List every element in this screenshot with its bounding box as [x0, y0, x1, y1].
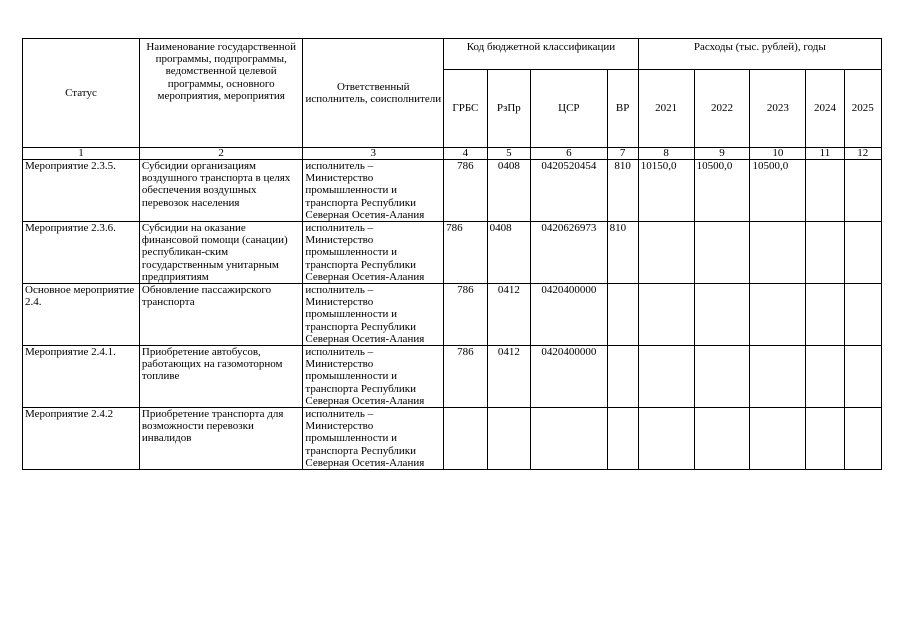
cell-csr: 0420400000 — [531, 284, 608, 346]
cell-status: Мероприятие 2.4.2 — [23, 408, 140, 470]
cell-rzpr: 0408 — [487, 160, 530, 222]
column-number: 1 — [23, 148, 140, 160]
column-number: 4 — [444, 148, 487, 160]
cell-rzpr: 0408 — [487, 222, 530, 284]
column-number: 11 — [806, 148, 844, 160]
cell-rzpr: 0412 — [487, 284, 530, 346]
table-body — [23, 148, 882, 470]
cell-2025 — [844, 346, 881, 408]
cell-vr: 810 — [607, 160, 638, 222]
cell-vr: 810 — [607, 222, 638, 284]
cell-rzpr: 0412 — [487, 346, 530, 408]
header-vr: ВР — [607, 70, 638, 148]
header-name: Наименование государственной программы, подпрограммы, ведомственной целевой программы, основного мероприятия, мероприятия — [139, 39, 303, 148]
header-year-2024: 2024 — [806, 70, 844, 148]
cell-2025 — [844, 222, 881, 284]
table-row — [23, 408, 882, 470]
cell-vr — [607, 284, 638, 346]
cell-2024 — [806, 284, 844, 346]
cell-name: Субсидии на оказание финансовой помощи (санации) республикан-ским государственным унитарным предприятиям — [139, 222, 303, 284]
cell-2021 — [638, 346, 694, 408]
column-number: 3 — [303, 148, 444, 160]
cell-executor: исполнитель – Министерство промышленности и транспорта Республики Северная Осетия-Алания — [303, 408, 444, 470]
budget-table — [22, 38, 882, 470]
cell-grbs — [444, 408, 487, 470]
cell-2023: 10500,0 — [750, 160, 806, 222]
header-year-2021: 2021 — [638, 70, 694, 148]
cell-name: Обновление пассажирского транспорта — [139, 284, 303, 346]
cell-2025 — [844, 408, 881, 470]
cell-csr: 0420520454 — [531, 160, 608, 222]
cell-status: Мероприятие 2.4.1. — [23, 346, 140, 408]
header-status: Статус — [23, 39, 140, 148]
table-row — [23, 160, 882, 222]
cell-2025 — [844, 160, 881, 222]
header-expenses-group: Расходы (тыс. рублей), годы — [638, 39, 881, 70]
cell-grbs: 786 — [444, 160, 487, 222]
cell-2021 — [638, 284, 694, 346]
header-executor: Ответственный исполнитель, соисполнители — [303, 39, 444, 148]
column-number: 8 — [638, 148, 694, 160]
cell-2022 — [694, 284, 750, 346]
cell-2024 — [806, 160, 844, 222]
header-year-2025: 2025 — [844, 70, 881, 148]
column-number: 10 — [750, 148, 806, 160]
header-csr: ЦСР — [531, 70, 608, 148]
cell-grbs: 786 — [444, 346, 487, 408]
cell-2021 — [638, 408, 694, 470]
cell-2021: 10150,0 — [638, 160, 694, 222]
cell-2022: 10500,0 — [694, 160, 750, 222]
cell-csr — [531, 408, 608, 470]
cell-name: Приобретение автобусов, работающих на газомоторном топливе — [139, 346, 303, 408]
cell-2023 — [750, 284, 806, 346]
cell-2023 — [750, 408, 806, 470]
cell-status: Основное мероприятие 2.4. — [23, 284, 140, 346]
cell-grbs: 786 — [444, 222, 487, 284]
cell-status: Мероприятие 2.3.5. — [23, 160, 140, 222]
column-number: 9 — [694, 148, 750, 160]
header-budget-code-group: Код бюджетной классификации — [444, 39, 639, 70]
cell-name: Субсидии организациям воздушного транспорта в целях обеспечения воздушных перевозок населения — [139, 160, 303, 222]
cell-2025 — [844, 284, 881, 346]
column-number-row — [23, 148, 882, 160]
cell-2024 — [806, 408, 844, 470]
column-number: 5 — [487, 148, 530, 160]
cell-2021 — [638, 222, 694, 284]
cell-rzpr — [487, 408, 530, 470]
cell-executor: исполнитель – Министерство промышленности и транспорта Республики Северная Осетия-Алания — [303, 222, 444, 284]
header-year-2023: 2023 — [750, 70, 806, 148]
table-row — [23, 346, 882, 408]
cell-vr — [607, 346, 638, 408]
header-rzpr: РзПр — [487, 70, 530, 148]
cell-csr: 0420626973 — [531, 222, 608, 284]
table-row — [23, 284, 882, 346]
cell-2024 — [806, 346, 844, 408]
column-number: 2 — [139, 148, 303, 160]
cell-2022 — [694, 408, 750, 470]
header-grbs: ГРБС — [444, 70, 487, 148]
cell-csr: 0420400000 — [531, 346, 608, 408]
cell-2024 — [806, 222, 844, 284]
column-number: 6 — [531, 148, 608, 160]
cell-2022 — [694, 222, 750, 284]
header-year-2022: 2022 — [694, 70, 750, 148]
cell-executor: исполнитель – Министерство промышленности и транспорта Республики Северная Осетия-Алания — [303, 284, 444, 346]
cell-vr — [607, 408, 638, 470]
cell-grbs: 786 — [444, 284, 487, 346]
cell-name: Приобретение транспорта для возможности перевозки инвалидов — [139, 408, 303, 470]
cell-2023 — [750, 346, 806, 408]
table-row — [23, 222, 882, 284]
column-number: 12 — [844, 148, 881, 160]
column-number: 7 — [607, 148, 638, 160]
cell-2023 — [750, 222, 806, 284]
cell-2022 — [694, 346, 750, 408]
table-header — [23, 39, 882, 148]
cell-executor: исполнитель – Министерство промышленности и транспорта Республики Северная Осетия-Алания — [303, 160, 444, 222]
cell-status: Мероприятие 2.3.6. — [23, 222, 140, 284]
cell-executor: исполнитель – Министерство промышленности и транспорта Республики Северная Осетия-Алания — [303, 346, 444, 408]
